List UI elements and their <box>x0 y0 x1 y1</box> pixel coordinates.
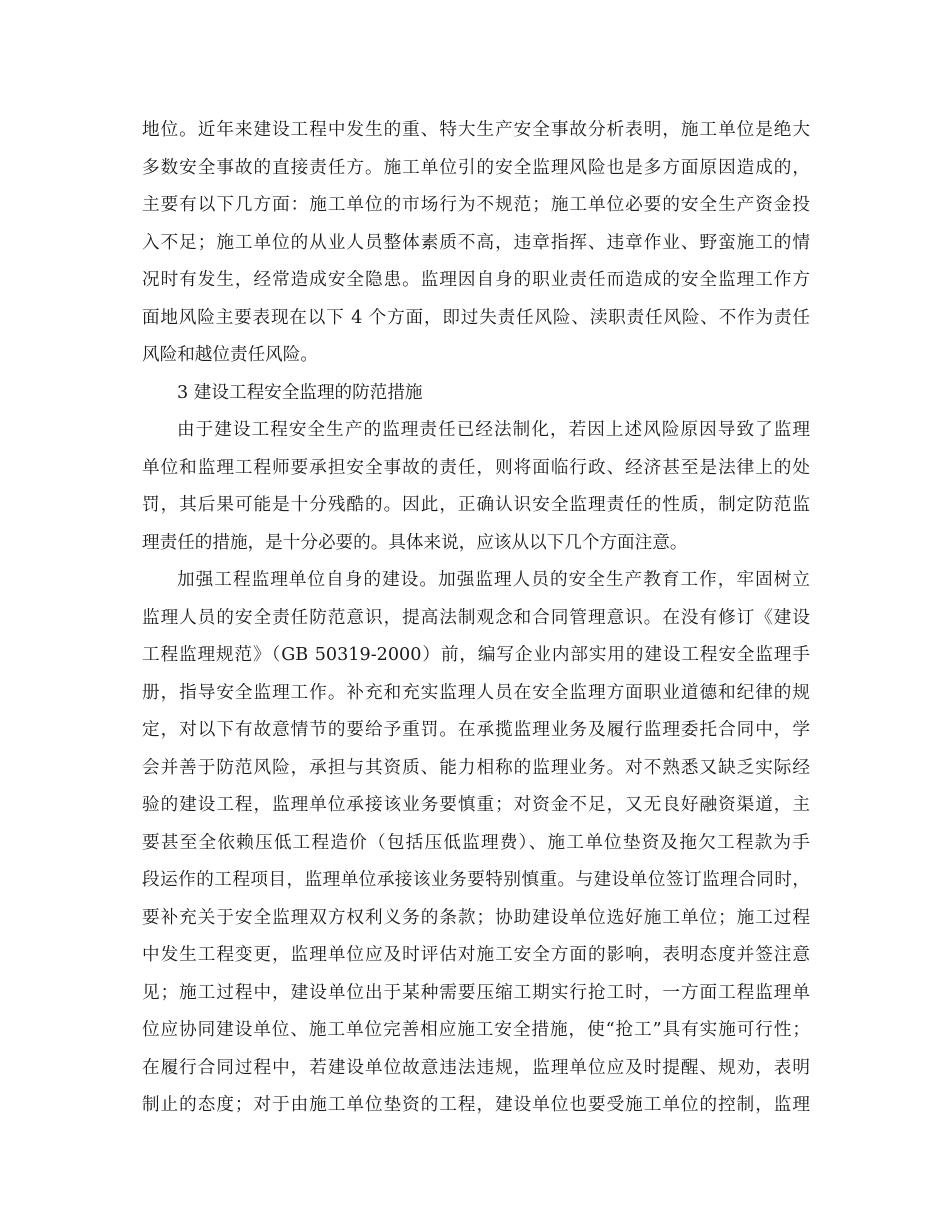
text-line: 主要有以下几方面：施工单位的市场行为不规范；施工单位必要的安全生产资金投 <box>142 195 810 215</box>
text-line: 定，对以下有故意情节的要给予重罚。在承揽监理业务及履行监理委托合同中，学 <box>142 720 810 740</box>
text-line: 风险和越位责任风险。 <box>142 345 318 365</box>
document-body <box>142 112 810 1125</box>
text-line: 要补充关于安全监理双方权利义务的条款；协助建设单位选好施工单位；施工过程 <box>142 907 810 928</box>
text-line: 制止的态度；对于由施工单位垫资的工程，建设单位也要受施工单位的控制，监理 <box>142 1095 810 1115</box>
text-line: 单位和监理工程师要承担安全事故的责任，则将面临行政、经济甚至是法律上的处 <box>142 457 810 478</box>
text-line: 罚，其后果可能是十分残酷的。因此，正确认识安全监理责任的性质，制定防范监 <box>142 495 810 515</box>
paragraph-first-line: 加强工程监理单位自身的建设。加强监理人员的安全生产教育工作，牢固树立 <box>177 570 810 590</box>
text-line: 在履行合同过程中，若建设单位故意违法违规，监理单位应及时提醒、规劝，表明 <box>142 1057 810 1078</box>
text-line: 工程监理规范》（GB 50319-2000）前，编写企业内部实用的建设工程安全监理手 <box>142 645 810 665</box>
text-line: 面地风险主要表现在以下 4 个方面，即过失责任风险、渎职责任风险、不作为责任 <box>142 307 810 328</box>
text-line: 会并善于防范风险，承担与其资质、能力相称的监理业务。对不熟悉又缺乏实际经 <box>142 757 810 778</box>
text-line: 况时有发生，经常造成安全隐患。监理因自身的职业责任而造成的安全监理工作方 <box>142 270 810 290</box>
paragraph-first-line: 由于建设工程安全生产的监理责任已经法制化，若因上述风险原因导致了监理 <box>177 420 810 440</box>
text-line: 验的建设工程，监理单位承接该业务要慎重；对资金不足，又无良好融资渠道，主 <box>142 795 810 815</box>
paragraph-first-line: 3 建设工程安全监理的防范措施 <box>177 382 423 403</box>
text-line: 册，指导安全监理工作。补充和充实监理人员在安全监理方面职业道德和纪律的规 <box>142 682 810 703</box>
text-line: 监理人员的安全责任防范意识，提高法制观念和合同管理意识。在没有修订《建设 <box>142 607 810 628</box>
text-line: 中发生工程变更，监理单位应及时评估对施工安全方面的影响，表明态度并签注意 <box>142 945 810 965</box>
text-line: 地位。近年来建设工程中发生的重、特大生产安全事故分析表明，施工单位是绝大 <box>142 120 810 140</box>
text-line: 理责任的措施，是十分必要的。具体来说，应该从以下几个方面注意。 <box>142 532 688 553</box>
text-line: 段运作的工程项目，监理单位承接该业务要特别慎重。与建设单位签订监理合同时， <box>142 870 810 890</box>
text-line: 入不足；施工单位的从业人员整体素质不高，违章指挥、违章作业、野蛮施工的情 <box>142 232 810 253</box>
text-line: 多数安全事故的直接责任方。施工单位引的安全监理风险也是多方面原因造成的， <box>142 157 810 178</box>
text-line: 位应协同建设单位、施工单位完善相应施工安全措施，使“抢工”具有实施可行性； <box>142 1020 810 1040</box>
text-line: 要甚至全依赖压低工程造价（包括压低监理费）、施工单位垫资及拖欠工程款为手 <box>142 832 810 853</box>
text-line: 见；施工过程中，建设单位出于某种需要压缩工期实行抢工时，一方面工程监理单 <box>142 982 810 1003</box>
